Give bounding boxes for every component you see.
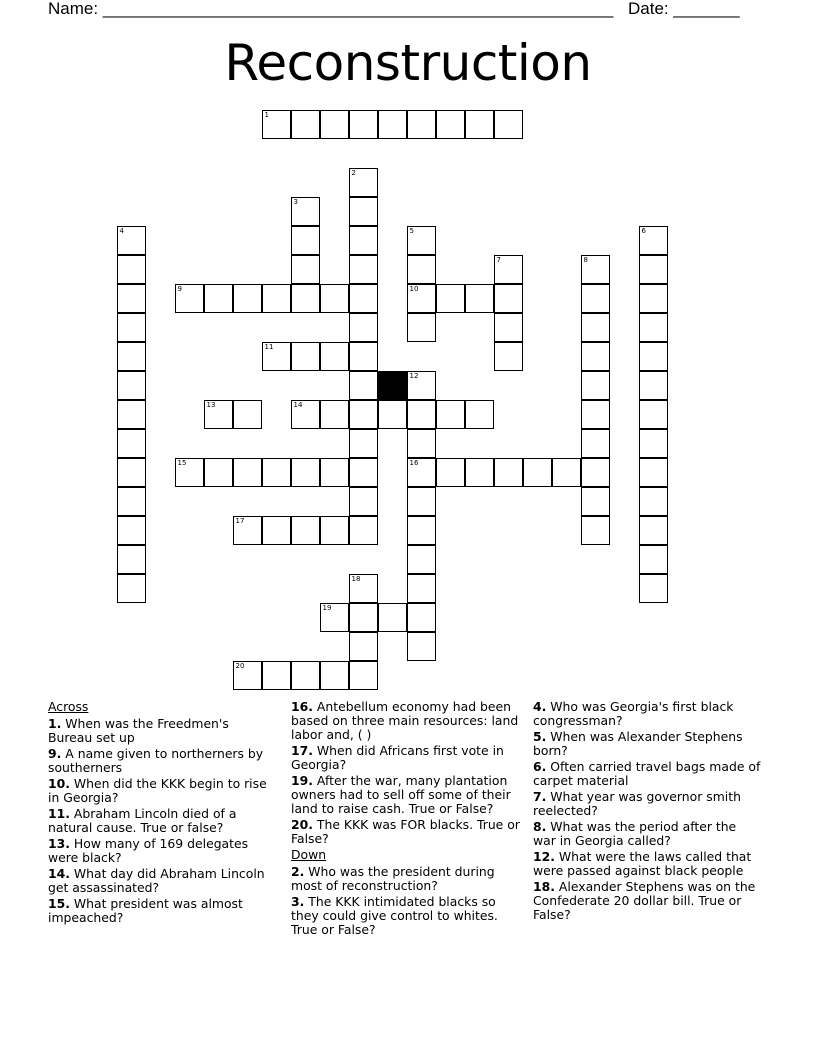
grid-cell[interactable] — [291, 110, 320, 139]
clue-text: Who was Georgia's first black congressman? — [533, 699, 734, 728]
clue-text: Alexander Stephens was on the Confederate 20 dollar bill. True or False? — [533, 879, 756, 922]
clue-number: 10. — [48, 776, 70, 791]
clue-number: 8 — [583, 255, 588, 264]
grid-cell[interactable] — [117, 487, 146, 516]
clue-number: 3. — [291, 894, 305, 909]
grid-cell[interactable] — [436, 400, 465, 429]
grid-cell[interactable] — [233, 516, 262, 545]
grid-cell[interactable] — [581, 429, 610, 458]
grid-cell[interactable] — [581, 342, 610, 371]
clue-item — [291, 700, 525, 742]
grid-cell[interactable] — [378, 400, 407, 429]
grid-cell[interactable] — [407, 284, 436, 313]
grid-cell[interactable] — [581, 487, 610, 516]
clue-text: How many of 169 delegates were black? — [48, 836, 249, 865]
grid-cell[interactable] — [117, 429, 146, 458]
grid-cell[interactable] — [494, 284, 523, 313]
grid-cell[interactable] — [407, 574, 436, 603]
grid-cell[interactable] — [349, 632, 378, 661]
grid-cell[interactable] — [320, 284, 349, 313]
clue-item — [291, 774, 525, 816]
clue-item — [291, 818, 525, 846]
black-cell — [378, 371, 407, 400]
clue-text: The KKK was FOR blacks. True or False? — [291, 817, 520, 846]
grid-cell[interactable] — [581, 284, 610, 313]
grid-cell[interactable] — [494, 342, 523, 371]
grid-cell[interactable] — [233, 661, 262, 690]
grid-cell[interactable] — [349, 429, 378, 458]
grid-cell[interactable] — [349, 371, 378, 400]
grid-cell[interactable] — [262, 110, 291, 139]
clue-text: When did Africans first vote in Georgia? — [291, 743, 504, 772]
clue-item — [533, 730, 761, 758]
clue-number: 12. — [533, 849, 555, 864]
grid-cell[interactable] — [494, 110, 523, 139]
clue-text: A name given to northerners by southerners — [48, 746, 264, 775]
grid-cell[interactable] — [117, 284, 146, 313]
clue-text: When did the KKK begin to rise in Georgia? — [48, 776, 267, 805]
grid-cell[interactable] — [407, 632, 436, 661]
clue-text: After the war, many plantation owners had to sell off some of their land to raise cash. True or False? — [291, 773, 511, 816]
clue-number: 4. — [533, 699, 547, 714]
page-title: Reconstruction — [224, 34, 592, 92]
clue-item — [533, 880, 761, 922]
clue-number: 18. — [533, 879, 555, 894]
clue-number: 15 — [177, 458, 187, 467]
grid-cell[interactable] — [262, 342, 291, 371]
clue-item — [533, 850, 761, 878]
clue-item — [291, 865, 525, 893]
grid-cell[interactable] — [407, 516, 436, 545]
clue-number: 11 — [264, 342, 274, 351]
clues-column-3 — [533, 700, 761, 924]
clue-item — [533, 820, 761, 848]
clue-number: 12 — [409, 371, 419, 380]
grid-cell[interactable] — [320, 400, 349, 429]
clue-number: 6 — [641, 226, 646, 235]
grid-cell[interactable] — [204, 284, 233, 313]
clue-item — [48, 837, 276, 865]
grid-cell[interactable] — [320, 110, 349, 139]
clue-text: The KKK intimidated blacks so they could give control to whites. True or False? — [291, 894, 498, 937]
grid-cell[interactable] — [378, 603, 407, 632]
grid-cell[interactable] — [639, 545, 668, 574]
grid-cell[interactable] — [581, 255, 610, 284]
clue-text: Antebellum economy had been based on three main resources: land labor and, ( ) — [291, 699, 519, 742]
clue-number: 1. — [48, 716, 62, 731]
grid-cell[interactable] — [117, 516, 146, 545]
clue-number: 19. — [291, 773, 313, 788]
clue-text: Who was the president during most of reconstruction? — [291, 864, 495, 893]
grid-cell[interactable] — [349, 110, 378, 139]
clue-text: What was the period after the war in Georgia called? — [533, 819, 737, 848]
clue-number: 3 — [293, 197, 298, 206]
clue-number: 16. — [291, 699, 313, 714]
grid-cell[interactable] — [349, 197, 378, 226]
clue-number: 8. — [533, 819, 547, 834]
grid-cell[interactable] — [465, 458, 494, 487]
down-heading: Down — [291, 847, 327, 862]
date-field[interactable]: Date: _______ — [628, 0, 740, 18]
clue-item — [533, 700, 761, 728]
grid-cell[interactable] — [117, 371, 146, 400]
grid-cell[interactable] — [349, 661, 378, 690]
clue-number: 9. — [48, 746, 62, 761]
grid-cell[interactable] — [407, 429, 436, 458]
clue-number: 13 — [206, 400, 216, 409]
grid-cell[interactable] — [233, 458, 262, 487]
grid-cell[interactable] — [291, 458, 320, 487]
grid-cell[interactable] — [291, 284, 320, 313]
clue-number: 17. — [291, 743, 313, 758]
grid-cell[interactable] — [349, 168, 378, 197]
grid-cell[interactable] — [523, 458, 552, 487]
grid-cell[interactable] — [407, 400, 436, 429]
grid-cell[interactable] — [349, 226, 378, 255]
grid-cell[interactable] — [436, 110, 465, 139]
clue-item — [48, 777, 276, 805]
clue-number: 5. — [533, 729, 547, 744]
grid-cell[interactable] — [407, 110, 436, 139]
grid-cell[interactable] — [349, 603, 378, 632]
grid-cell[interactable] — [291, 400, 320, 429]
clue-text: What day did Abraham Lincoln get assassinated? — [48, 866, 265, 895]
grid-cell[interactable] — [291, 661, 320, 690]
grid-cell[interactable] — [320, 516, 349, 545]
grid-cell[interactable] — [117, 226, 146, 255]
clue-number: 20. — [291, 817, 313, 832]
grid-cell[interactable] — [465, 110, 494, 139]
clue-number: 14 — [293, 400, 303, 409]
grid-cell[interactable] — [581, 371, 610, 400]
clue-text: Abraham Lincoln died of a natural cause. True or false? — [48, 806, 237, 835]
grid-cell[interactable] — [494, 313, 523, 342]
grid-cell[interactable] — [349, 313, 378, 342]
grid-cell[interactable] — [349, 400, 378, 429]
grid-cell[interactable] — [639, 574, 668, 603]
clue-number: 2. — [291, 864, 305, 879]
grid-cell[interactable] — [349, 284, 378, 313]
grid-cell[interactable] — [581, 516, 610, 545]
grid-cell[interactable] — [233, 400, 262, 429]
grid-cell[interactable] — [291, 197, 320, 226]
grid-cell[interactable] — [175, 284, 204, 313]
grid-cell[interactable] — [639, 400, 668, 429]
grid-cell[interactable] — [291, 342, 320, 371]
grid-cell[interactable] — [639, 516, 668, 545]
grid-cell[interactable] — [320, 342, 349, 371]
grid-cell[interactable] — [117, 574, 146, 603]
clue-item — [48, 747, 276, 775]
grid-cell[interactable] — [320, 458, 349, 487]
grid-cell[interactable] — [349, 574, 378, 603]
grid-cell[interactable] — [117, 400, 146, 429]
grid-cell[interactable] — [349, 255, 378, 284]
clue-item — [48, 897, 276, 925]
grid-cell[interactable] — [581, 400, 610, 429]
grid-cell[interactable] — [262, 516, 291, 545]
grid-cell[interactable] — [233, 284, 262, 313]
grid-cell[interactable] — [320, 661, 349, 690]
grid-cell[interactable] — [581, 313, 610, 342]
grid-cell[interactable] — [204, 400, 233, 429]
name-field[interactable]: Name: ______________________________________________________ — [48, 0, 614, 18]
clue-number: 14. — [48, 866, 70, 881]
clue-text: Often carried travel bags made of carpet material — [533, 759, 761, 788]
clues-column-1 — [48, 700, 276, 927]
grid-cell[interactable] — [117, 313, 146, 342]
grid-cell[interactable] — [349, 516, 378, 545]
clue-text: What president was almost impeached? — [48, 896, 243, 925]
grid-cell[interactable] — [349, 458, 378, 487]
grid-cell[interactable] — [291, 516, 320, 545]
clue-item — [533, 790, 761, 818]
grid-cell[interactable] — [117, 458, 146, 487]
clue-number: 18 — [351, 574, 361, 583]
grid-cell[interactable] — [407, 371, 436, 400]
grid-cell[interactable] — [262, 284, 291, 313]
grid-cell[interactable] — [465, 284, 494, 313]
clue-number: 7 — [496, 255, 501, 264]
clue-number: 6. — [533, 759, 547, 774]
grid-cell[interactable] — [407, 545, 436, 574]
grid-cell[interactable] — [407, 487, 436, 516]
grid-cell[interactable] — [581, 458, 610, 487]
grid-cell[interactable] — [639, 313, 668, 342]
clue-number: 10 — [409, 284, 419, 293]
grid-cell[interactable] — [349, 342, 378, 371]
grid-cell[interactable] — [407, 255, 436, 284]
grid-cell[interactable] — [552, 458, 581, 487]
clue-number: 7. — [533, 789, 547, 804]
grid-cell[interactable] — [349, 487, 378, 516]
grid-cell[interactable] — [639, 284, 668, 313]
clue-text: When was Alexander Stephens born? — [533, 729, 743, 758]
grid-cell[interactable] — [291, 226, 320, 255]
clue-number: 4 — [119, 226, 124, 235]
clue-number: 2 — [351, 168, 356, 177]
grid-cell[interactable] — [117, 545, 146, 574]
grid-cell[interactable] — [639, 458, 668, 487]
grid-cell[interactable] — [407, 458, 436, 487]
clue-number: 20 — [235, 661, 245, 670]
clue-item — [291, 744, 525, 772]
clue-item — [48, 807, 276, 835]
grid-cell[interactable] — [407, 226, 436, 255]
clue-text: What year was governor smith reelected? — [533, 789, 741, 818]
grid-cell[interactable] — [291, 255, 320, 284]
grid-cell[interactable] — [407, 603, 436, 632]
clue-number: 19 — [322, 603, 332, 612]
clue-number: 1 — [264, 110, 269, 119]
grid-cell[interactable] — [639, 487, 668, 516]
grid-cell[interactable] — [494, 255, 523, 284]
grid-cell[interactable] — [639, 226, 668, 255]
grid-cell[interactable] — [465, 400, 494, 429]
grid-cell[interactable] — [639, 371, 668, 400]
clue-number: 11. — [48, 806, 70, 821]
clue-text: What were the laws called that were passed against black people — [533, 849, 752, 878]
clue-text: When was the Freedmen's Bureau set up — [48, 716, 229, 745]
clue-number: 5 — [409, 226, 414, 235]
clue-number: 17 — [235, 516, 245, 525]
clue-item — [48, 867, 276, 895]
grid-cell[interactable] — [204, 458, 233, 487]
clues-section — [48, 700, 768, 960]
grid-cell[interactable] — [639, 429, 668, 458]
clue-number: 16 — [409, 458, 419, 467]
grid-cell[interactable] — [494, 458, 523, 487]
grid-cell[interactable] — [378, 110, 407, 139]
grid-cell[interactable] — [436, 284, 465, 313]
clue-number: 9 — [177, 284, 182, 293]
clue-item — [533, 760, 761, 788]
grid-cell[interactable] — [320, 603, 349, 632]
clue-number: 13. — [48, 836, 70, 851]
grid-cell[interactable] — [117, 342, 146, 371]
grid-cell[interactable] — [262, 458, 291, 487]
grid-cell[interactable] — [117, 255, 146, 284]
clue-item — [48, 717, 276, 745]
clue-number: 15. — [48, 896, 70, 911]
across-heading: Across — [48, 699, 89, 714]
clues-column-2 — [291, 700, 525, 939]
grid-cell[interactable] — [175, 458, 204, 487]
grid-cell[interactable] — [639, 342, 668, 371]
grid-cell[interactable] — [262, 661, 291, 690]
grid-cell[interactable] — [436, 458, 465, 487]
grid-cell[interactable] — [639, 255, 668, 284]
grid-cell[interactable] — [407, 313, 436, 342]
clue-item — [291, 895, 525, 937]
